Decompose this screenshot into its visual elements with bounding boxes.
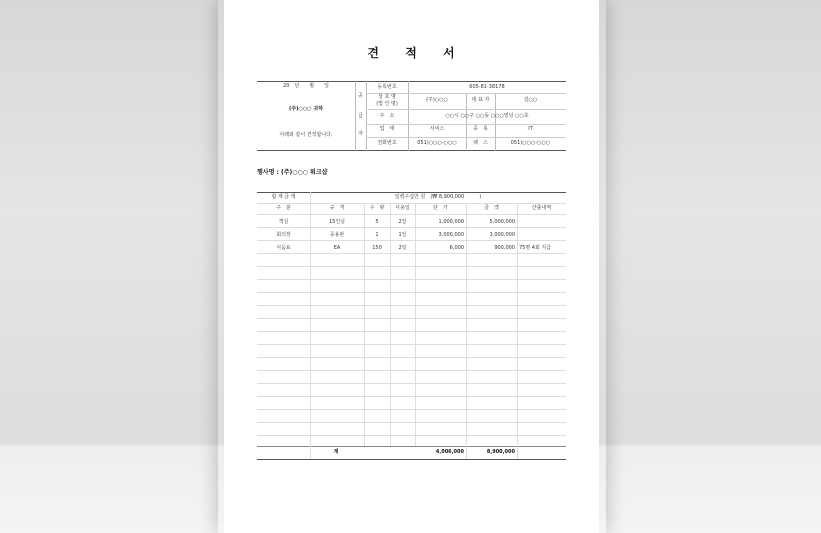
business-type-label: 업 태 — [379, 126, 395, 132]
table-row-line — [257, 214, 566, 215]
business-type-value: 서비스 — [429, 126, 445, 132]
fax-value: 051)○○○-○○○ — [510, 140, 551, 146]
total-amount-text: 일백구십만 원 (₩ 8,900,000 ) — [394, 194, 482, 200]
column-header-quantity: 수 량 — [369, 205, 385, 211]
table-row-line — [257, 383, 566, 384]
quote-date: 20 년 월 일 — [283, 83, 329, 89]
table-cell: 1 — [375, 232, 379, 238]
table-cell: 900,000 — [494, 245, 515, 251]
table-cell: 15인실 — [328, 219, 346, 225]
table-row-line — [257, 357, 566, 358]
company-name-label: 상 호 명 — [378, 94, 396, 100]
table-cell: 회의장 — [276, 232, 291, 238]
column-header-unit-price: 단 가 — [433, 205, 448, 211]
table-row-line — [257, 344, 566, 345]
fax-label: 팩 스 — [473, 140, 488, 146]
header-top-border — [257, 81, 566, 82]
column-header-details: 산출내역 — [531, 205, 552, 211]
table-column-line — [415, 203, 416, 446]
table-cell: 2일 — [398, 245, 407, 251]
header-block — [257, 81, 566, 151]
column-header-category: 구 분 — [276, 205, 291, 211]
table-top-border — [257, 192, 566, 193]
table-cell: 75명 4회 지급 — [519, 245, 552, 251]
table-cell: 150 — [372, 245, 382, 251]
company-name-value: (주)○○○ — [426, 97, 448, 103]
table-cell: EA — [333, 245, 341, 251]
phone-label: 전화번호 — [377, 140, 397, 146]
company-name-label-sub: (법 인 명) — [376, 101, 398, 107]
table-cell: 객실 — [278, 219, 289, 225]
table-row-line — [257, 318, 566, 319]
business-category-value: IT — [528, 126, 533, 132]
recipient: (주)○○○ 귀하 — [289, 106, 323, 112]
header-row-line — [366, 137, 566, 138]
event-name: 행사명 : (주)○○○ 워크샵 — [257, 169, 328, 176]
table-row-line — [257, 253, 566, 254]
supplier-char-2: 급 — [358, 113, 363, 119]
table-row-line — [257, 305, 566, 306]
table-cell: 3,000,000 — [489, 232, 515, 238]
table-cell: 1일 — [398, 232, 407, 238]
total-amount-label: 합 계 금 액 — [271, 194, 296, 200]
table-row-line — [257, 240, 566, 241]
table-row-line — [257, 266, 566, 267]
sum-unit-price: 4,006,000 — [435, 449, 464, 455]
table-column-line — [466, 203, 467, 459]
header-bottom-border — [257, 150, 566, 151]
table-row-line — [257, 292, 566, 293]
table-row-line — [257, 279, 566, 280]
supplier-char-3: 자 — [358, 131, 363, 137]
table-row-line — [257, 203, 566, 204]
table-bottom-border — [257, 459, 566, 460]
table-cell: 6,000 — [449, 245, 464, 251]
table-cell: 중용관 — [329, 232, 345, 238]
sum-label: 계 — [333, 449, 339, 455]
phone-value: 051)○○○-○○○ — [417, 140, 457, 146]
column-header-amount: 금 액 — [484, 205, 499, 211]
quote-statement: 아래와 같이 견적합니다. — [279, 132, 333, 138]
quotation-page — [224, 0, 599, 533]
table-row-line — [257, 370, 566, 371]
table-row-line — [257, 396, 566, 397]
table-row-line — [257, 435, 566, 436]
table-cell: 5,000,000 — [489, 219, 515, 225]
sum-amount: 8,900,000 — [486, 449, 515, 455]
table-column-line — [390, 203, 391, 446]
total-row-top-border — [257, 446, 566, 447]
title-char-1: 견 — [367, 46, 381, 60]
table-column-line — [517, 203, 518, 459]
table-column-line — [310, 203, 311, 459]
table-cell: 1,000,000 — [438, 219, 464, 225]
column-header-spec: 규 격 — [329, 205, 345, 211]
supplier-char-1: 공 — [358, 93, 363, 99]
address-value: ○○시 ○○구 ○○동 ○○○빌딩 ○○호 — [445, 113, 529, 119]
document-title — [224, 44, 599, 61]
table-cell: 2일 — [398, 219, 407, 225]
table-row-line — [257, 409, 566, 410]
table-row-line — [257, 227, 566, 228]
ceo-value: 김○○ — [523, 97, 538, 103]
header-row-line — [366, 124, 566, 125]
table-column-line — [364, 203, 365, 446]
title-char-3: 서 — [442, 46, 456, 60]
business-category-label: 종 목 — [473, 126, 488, 132]
table-cell: 식음료 — [276, 245, 291, 251]
table-row-line — [257, 422, 566, 423]
column-header-days: 사용일 — [395, 205, 410, 211]
header-row-line — [366, 109, 566, 110]
header-row-line — [366, 93, 566, 94]
address-label: 주 소 — [379, 113, 395, 119]
table-row-line — [257, 331, 566, 332]
table-cell: 5 — [375, 219, 379, 225]
reg-number-value: 605-81-38178 — [469, 84, 505, 90]
title-char-2: 적 — [405, 46, 418, 60]
reg-number-label: 등록번호 — [377, 84, 397, 90]
table-cell: 3,000,000 — [438, 232, 464, 238]
items-table — [257, 192, 566, 460]
ceo-label: 대 표 자 — [471, 97, 490, 103]
